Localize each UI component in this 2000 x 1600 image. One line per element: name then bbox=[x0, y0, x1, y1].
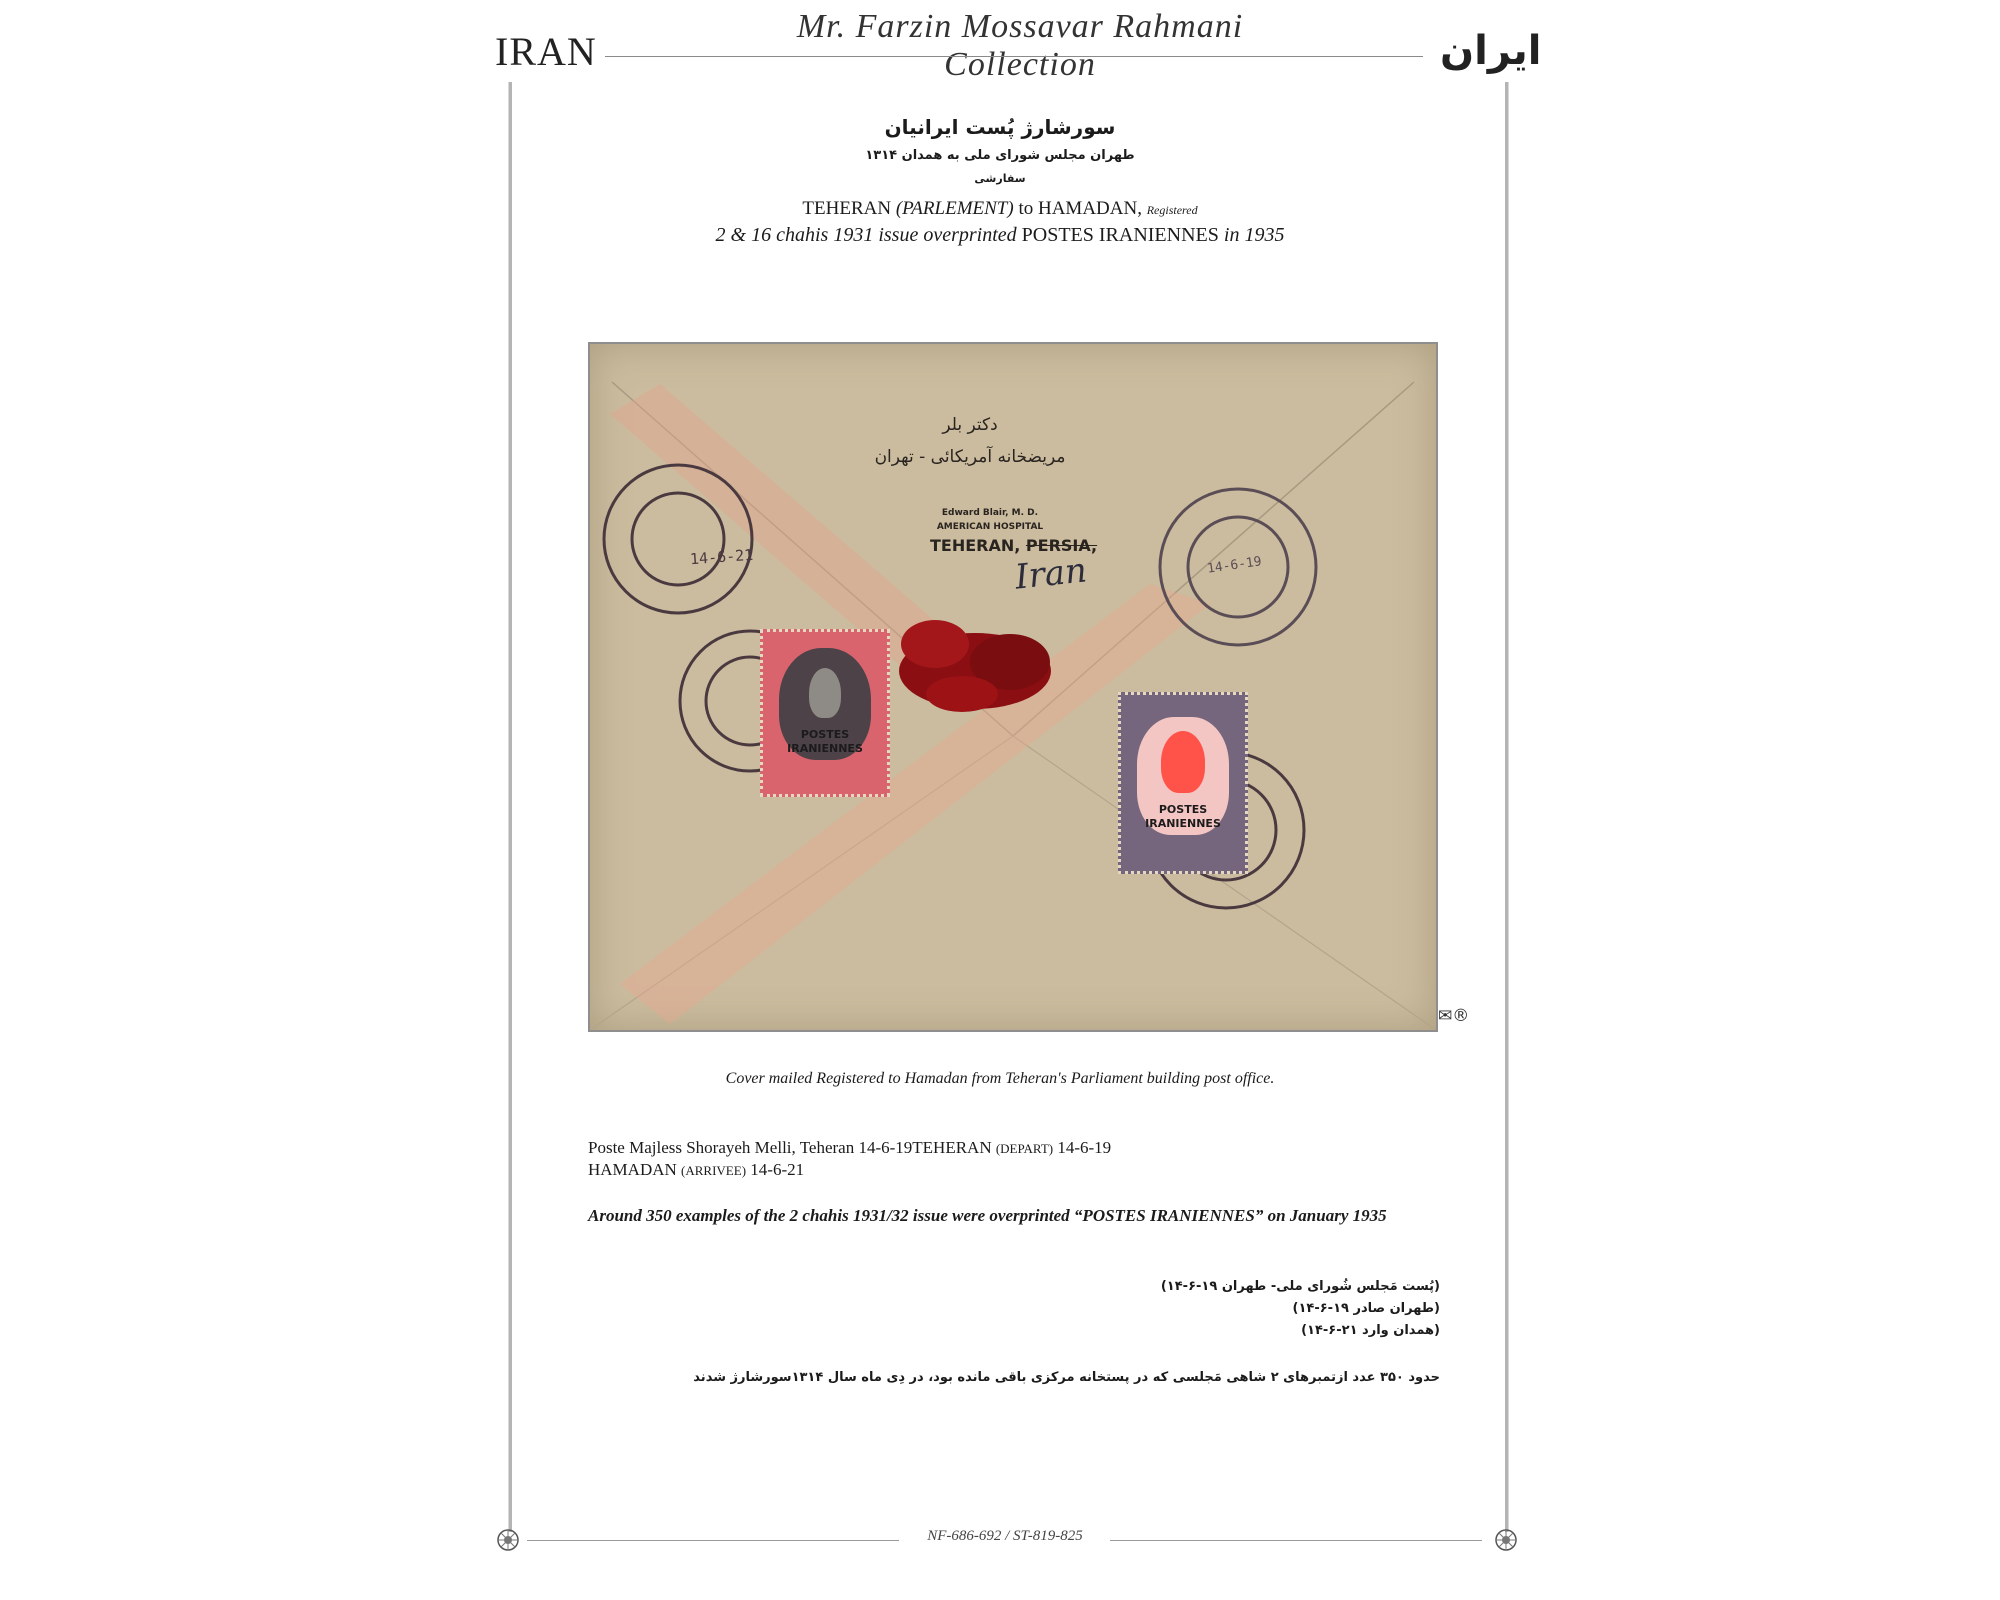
footer-rule-right bbox=[1110, 1540, 1482, 1541]
postmark-left-top bbox=[604, 465, 752, 613]
title-en-overprint: POSTES IRANIENNES bbox=[1021, 224, 1219, 246]
notes-fa-postmarks bbox=[1000, 1276, 1440, 1342]
title-en-issue-a: 2 & 16 chahis 1931 issue overprinted bbox=[715, 224, 1017, 246]
brand-right-title: ایران bbox=[1440, 28, 1542, 74]
cover-caption: Cover mailed Registered to Hamadan from Teheran's Parliament building post office. bbox=[725, 1070, 1275, 1087]
postmark-ledger-depart: (DEPART) bbox=[995, 1141, 1054, 1156]
handwritten-iran: Iran bbox=[1013, 550, 1089, 598]
stamp-red-overprint-2: IRANIENNES bbox=[787, 742, 863, 755]
frame-left-border bbox=[508, 82, 512, 1532]
collection-title: Mr. Farzin Mossavar Rahmani Collection bbox=[796, 8, 1244, 83]
title-en-origin: TEHERAN bbox=[802, 198, 892, 219]
stamp-purple-overprint-2: IRANIENNES bbox=[1145, 817, 1221, 830]
stamp-red-portrait bbox=[809, 668, 841, 718]
registered-icon: ✉® bbox=[1438, 1006, 1470, 1026]
note-fa-overprint-count: حدود ۳۵۰ عدد ازتمبرهای ۲ شاهی مَجلسی که در پستخانه مرکزی باقی مانده بود، در دِی ماه سال ۱۳۱۴سورشارژ شدند bbox=[693, 1370, 1440, 1385]
note-fa-line: (پُست مَجلس شُورای ملی- طهران ۱۹-۶-۱۴) bbox=[1160, 1279, 1440, 1294]
note-en-overprint-count: Around 350 examples of the 2 chahis 1931/32 issue were overprinted “POSTES IRANIENNES” on January 1935 bbox=[588, 1206, 1387, 1225]
brand-left-title: IRAN bbox=[495, 29, 597, 74]
stamp-16-chahis-purple bbox=[1118, 692, 1248, 874]
title-en-issue bbox=[600, 224, 1400, 247]
sender-address-fa bbox=[830, 409, 1110, 473]
title-fa-main: سورشارژ پُست ایرانیان bbox=[884, 115, 1116, 139]
title-en-parlement: (PARLEMENT) bbox=[895, 198, 1014, 219]
title-en-destination: to HAMADAN, bbox=[1018, 198, 1142, 219]
footer-ornament-right-icon bbox=[1495, 1529, 1517, 1551]
frame-right-border bbox=[1505, 82, 1509, 1532]
stamp-red-overprint-1: POSTES bbox=[800, 728, 850, 741]
title-en-route bbox=[650, 198, 1350, 220]
postmark-ledger-line1 bbox=[588, 1138, 1111, 1158]
title-fa-route: طهران مجلس شورای ملی به همدان ۱۳۱۴ bbox=[865, 148, 1135, 163]
sender-city-name: TEHERAN, bbox=[930, 536, 1021, 555]
sender-country-struck: PERSIA, bbox=[1025, 536, 1098, 555]
postmark-date-right: 14-6-19 bbox=[1206, 554, 1263, 577]
stamp-purple-portrait bbox=[1161, 731, 1205, 793]
sender-fa-name: دکتر بلر bbox=[942, 415, 998, 435]
note-fa-line: (همدان وارد ۲۱-۶-۱۴) bbox=[1301, 1323, 1440, 1338]
title-fa-registered: سفارشی bbox=[974, 172, 1026, 185]
sender-en-name: Edward Blair, M. D. bbox=[941, 508, 1039, 518]
postmark-ledger-arrivee: (ARRIVEE) bbox=[681, 1163, 747, 1178]
postmark-date-left: 14-6-21 bbox=[689, 545, 754, 569]
header-rule bbox=[605, 56, 1423, 57]
sender-address-en bbox=[890, 506, 1090, 534]
postmark-ledger-line2 bbox=[588, 1160, 804, 1180]
stamp-2-chahis-red bbox=[760, 629, 890, 797]
stamp-purple-overprint-1: POSTES bbox=[1158, 803, 1208, 816]
postmark-ledger-origin: Poste Majless Shorayeh Melli, Teheran 14-6-19TEHERAN bbox=[588, 1138, 992, 1157]
sender-fa-hospital: مریضخانه آمریکائی - تهران bbox=[874, 447, 1066, 467]
footer-ornament-left-icon bbox=[497, 1529, 519, 1551]
postmark-ledger-dest: HAMADAN bbox=[588, 1160, 677, 1179]
postmark-ledger-depart-date: 14-6-19 bbox=[1057, 1138, 1112, 1157]
title-en-issue-c: in 1935 bbox=[1223, 224, 1285, 246]
postmark-ledger-arrivee-date: 14-6-21 bbox=[750, 1160, 805, 1179]
title-en-registered: Registered bbox=[1146, 203, 1198, 217]
sender-en-hospital: AMERICAN HOSPITAL bbox=[936, 522, 1044, 532]
note-fa-line: (طهران صادر ۱۹-۶-۱۴) bbox=[1292, 1301, 1440, 1316]
footer-reference: NF-686-692 / ST-819-825 bbox=[927, 1528, 1083, 1544]
cover-envelope-image bbox=[588, 342, 1438, 1032]
footer-rule-left bbox=[527, 1540, 899, 1541]
